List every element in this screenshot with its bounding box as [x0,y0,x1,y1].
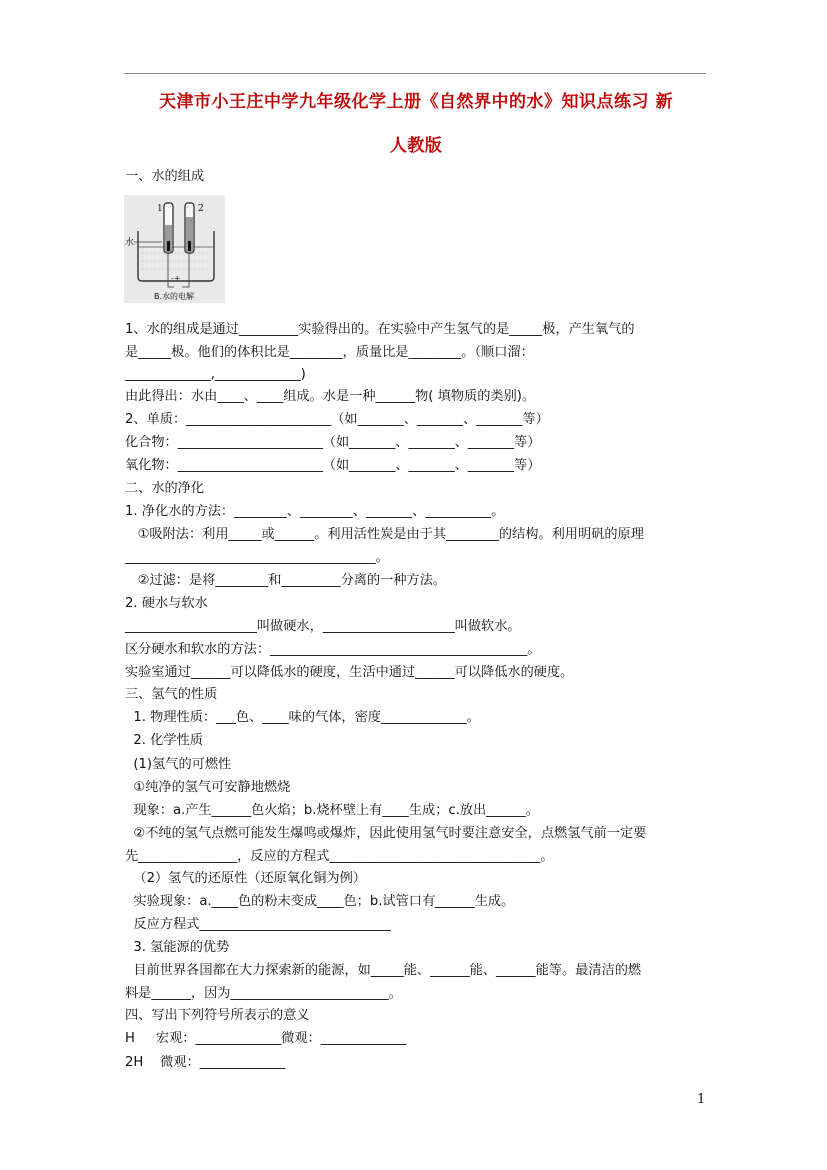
text-line: ①吸附法：利用_____或______。利用活性炭是由于其________的结构。利用明矾的原理 [125,527,644,542]
section-heading-symbol-meaning: 四、写出下列符号所表示的意义 [125,1008,310,1023]
text-line: 1、水的组成是通过_________实验得出的。在实验中产生氢气的是_____极，产生氧气的 [125,322,635,337]
text-line: 反应方程式_____________________________ [125,917,391,932]
text-line: 现象：a.产生______色火焰；b.烧杯壁上有____生成；c.放出______。 [125,803,539,818]
text-line: ____________________叫做硬水，____________________叫做软水。 [125,619,521,634]
text-line: 1. 物理性质：___色、____味的气体，密度_____________。 [125,710,480,725]
text-line: _____________,_____________) [125,367,306,382]
text-line: (1)氢气的可燃性 [125,757,232,772]
text-line: 1. 净化水的方法：________、________、_______、__________。 [125,504,505,519]
text-line: H 宏观：_____________微观：_____________ [125,1031,407,1046]
text-line: 是_____极。他们的体积比是________，质量比是________。（顺口溜： [125,345,534,360]
electrolysis-figure [124,195,225,303]
text-line: ②过滤：是将________和_________分离的一种方法。 [125,573,447,588]
text-line: 3. 氢能源的优势 [125,940,230,955]
text-line: 氧化物：______________________（如_______、_______、_______等） [125,458,541,473]
text-line: 2H 微观：_____________ [125,1055,286,1070]
text-line: 实验室通过______可以降低水的硬度，生活中通过______可以降低水的硬度。 [125,665,574,680]
tube-2-label: 2 [198,204,204,214]
text-line: 先_______________，反应的方程式________________________________。 [125,849,554,864]
header-rule [124,73,706,74]
document-title: 天津市小王庄中学九年级化学上册《自然界中的水》知识点练习 新 [159,92,673,112]
text-line: 化合物：______________________（如_______、_______、_______等） [125,435,541,450]
text-line: 2. 化学性质 [125,733,203,748]
section-heading-hydrogen-properties: 三、氢气的性质 [125,687,218,702]
figure-caption: B.水的电解 [154,292,195,301]
text-line: 2. 硬水与软水 [125,596,208,611]
text-line: 由此得出：水由____、____组成。水是一种______物( 填物质的类别)。 [125,389,536,404]
section-heading-water-purification: 二、水的净化 [125,481,205,496]
page-number: 1 [697,1092,706,1107]
text-line: 区分硬水和软水的方法：_______________________________________。 [125,642,541,657]
text-line: ______________________________________。 [125,550,389,565]
text-line: （2）氢气的还原性（还原氧化铜为例） [125,871,366,886]
text-line: ②不纯的氢气点燃可能发生爆鸣或爆炸，因此使用氢气时要注意安全，点燃氢气前一定要 [125,826,647,841]
text-line: 目前世界各国都在大力探索新的能源，如_____能、______能、______能等。最清洁的燃 [125,963,642,978]
power-label: -+ [171,274,181,283]
text-line: 2、单质：______________________（如_______、_______、_______等） [125,412,549,427]
water-label: 水 [125,238,135,248]
tube-1-label: 1 [157,204,163,214]
text-line: ①纯净的氢气可安静地燃烧 [125,780,291,795]
text-line: 实验现象：a.____色的粉末变成____色；b.试管口有______生成。 [125,894,515,909]
section-heading-water-composition: 一、水的组成 [125,169,205,184]
document-title-continued: 人教版 [389,136,443,156]
text-line: 料是______，因为________________________。 [125,986,402,1001]
